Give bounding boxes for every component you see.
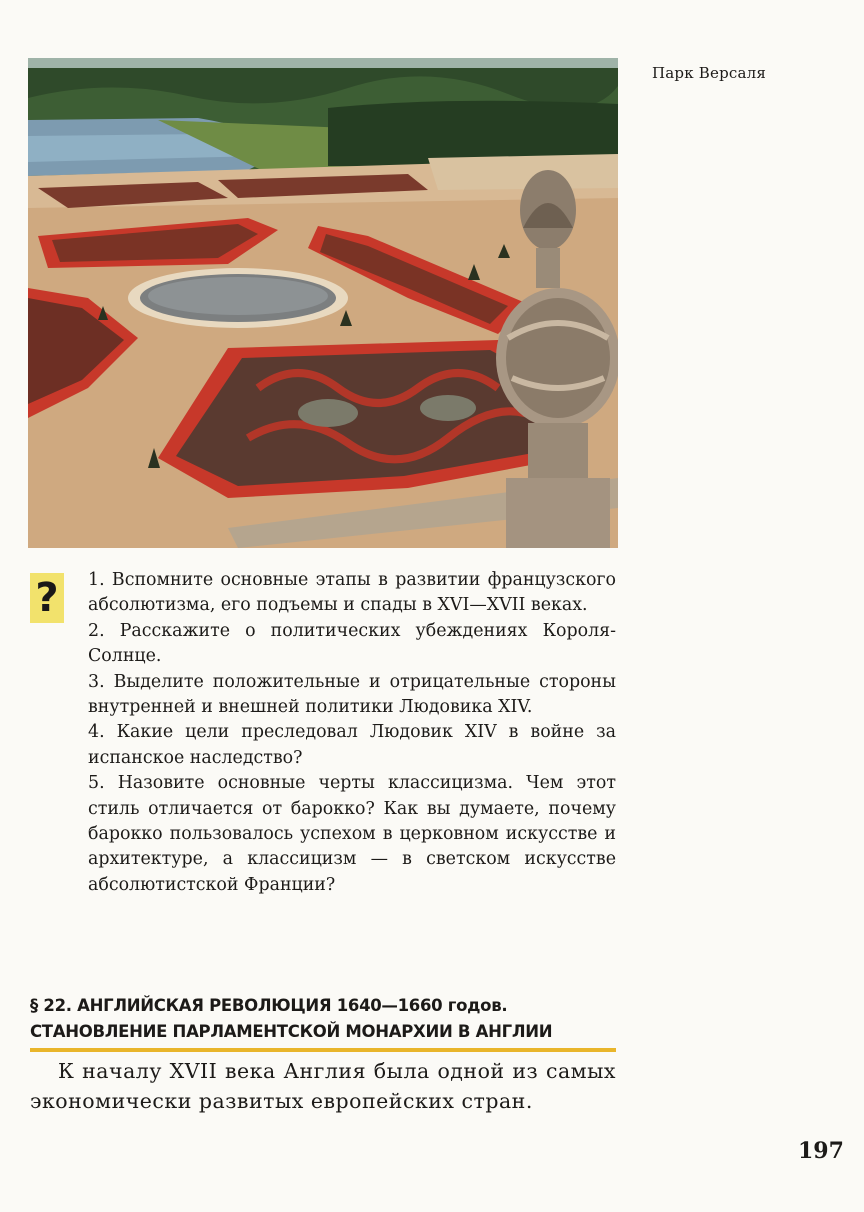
section-intro-paragraph: К началу XVII века Англия была одной из самых экономически развитых европейских стран.	[30, 1059, 616, 1113]
question-mark-icon: ?	[30, 573, 64, 623]
section-heading-line-1: § 22. АНГЛИЙСКАЯ РЕВОЛЮЦИЯ 1640—1660 годов.	[30, 996, 508, 1015]
heading-divider	[30, 1048, 616, 1052]
section-heading	[30, 993, 616, 1045]
question-item: 4. Какие цели преследовал Людовик XIV в войне за испанское наследство?	[88, 722, 616, 768]
question-item: 3. Выделите положительные и отрицательные стороны внутренней и внешней политики Людовика XIV.	[88, 671, 616, 718]
section-heading-line-2: СТАНОВЛЕНИЕ ПАРЛАМЕНТСКОЙ МОНАРХИИ В АНГЛИИ	[30, 1022, 553, 1041]
versailles-park-photo	[28, 58, 618, 548]
question-item: 1. Вспомните основные этапы в развитии французского абсолютизма, его подъемы и спады в XVI—XVII веках.	[88, 570, 616, 616]
question-item: 5. Назовите основные черты классицизма. Чем этот стиль отличается от барокко? Как вы думаете, почему барокко пользовалось успехом в церковном искусстве и архитектуре, а классицизм — в светском искусстве абсолютистской Франции?	[88, 773, 616, 895]
review-questions	[88, 568, 616, 898]
question-item: 2. Расскажите о политических убеждениях Короля-Солнце.	[88, 620, 616, 667]
photo-caption: Парк Версаля	[652, 64, 767, 82]
page-number: 197	[798, 1138, 844, 1164]
